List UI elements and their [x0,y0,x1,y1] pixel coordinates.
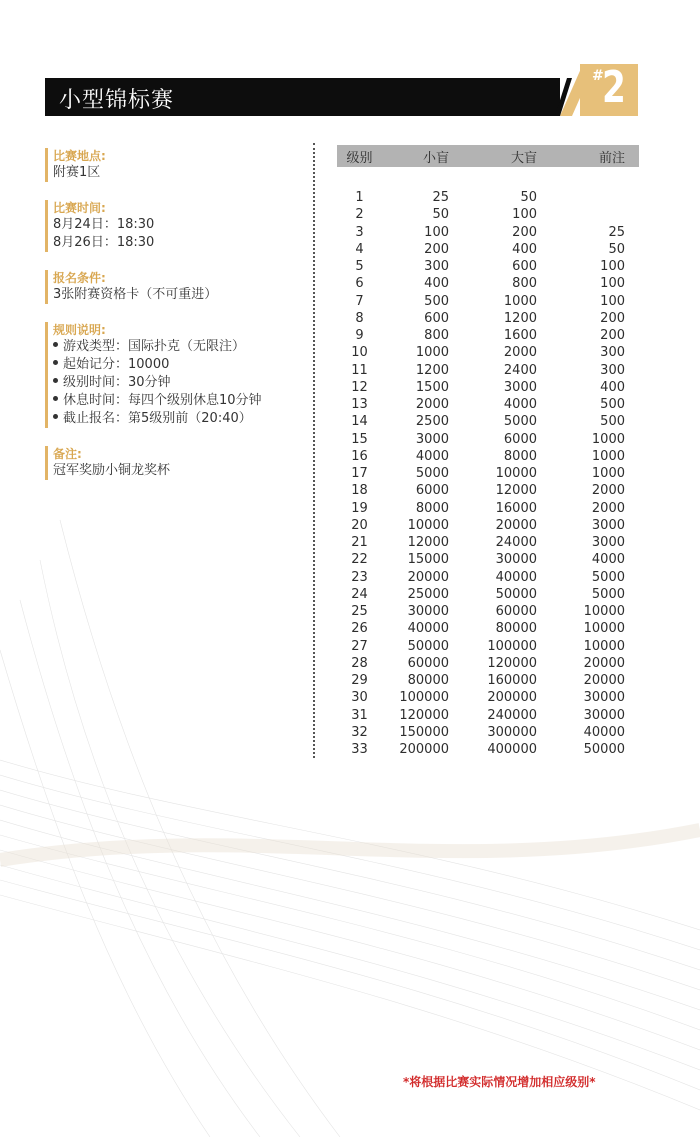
tournament-info-panel [45,148,305,498]
cell-level: 27 [351,638,368,654]
cell-big-blind: 2400 [503,362,537,378]
table-row [337,534,639,551]
cell-level: 10 [351,345,368,361]
cell-small-blind: 6000 [415,483,449,499]
time-line: 8月26日：18:30 [53,235,155,250]
cell-big-blind: 6000 [503,431,537,447]
bullet-dot-icon [53,342,58,347]
table-row [337,603,639,620]
table-row [337,500,639,517]
cell-ante: 500 [600,414,625,430]
cell-ante: 200 [600,328,625,344]
rules-label: 规则说明: [53,323,106,337]
cell-big-blind: 60000 [495,604,537,620]
rule-item [53,410,305,428]
location-value: 附赛1区 [53,165,101,180]
cell-small-blind: 1500 [415,379,449,395]
cell-big-blind: 8000 [503,448,537,464]
cell-small-blind: 300 [424,259,449,275]
cell-level: 5 [355,259,364,275]
cell-small-blind: 4000 [415,448,449,464]
table-row [337,413,639,430]
cell-level: 25 [351,604,368,620]
entry-label: 报名条件: [53,271,106,285]
cell-ante: 2000 [591,500,625,516]
cell-level: 17 [351,466,368,482]
cell-ante: 1000 [591,448,625,464]
table-row [337,396,639,413]
cell-big-blind: 1200 [503,310,537,326]
table-row [337,189,639,206]
table-row [337,310,639,327]
cell-big-blind: 800 [512,276,537,292]
cell-level: 4 [355,241,364,257]
cell-big-blind: 50000 [495,586,537,602]
cell-level: 28 [351,655,368,671]
cell-ante: 30000 [583,707,625,723]
table-row [337,517,639,534]
cell-big-blind: 16000 [495,500,537,516]
table-row [337,465,639,482]
badge-hash: # [592,68,604,84]
page-title: 小型锦标赛 [59,88,175,113]
cell-ante: 20000 [583,655,625,671]
cell-level: 16 [351,448,368,464]
cell-small-blind: 800 [424,328,449,344]
time-label: 比赛时间: [53,201,106,215]
cell-level: 8 [355,310,364,326]
table-row [337,482,639,499]
cell-level: 21 [351,535,368,551]
table-header-row [337,145,639,167]
bullet-dot-icon [53,378,58,383]
table-row [337,327,639,344]
rule-text: 起始记分：10000 [63,357,170,372]
cell-big-blind: 80000 [495,621,537,637]
cell-level: 32 [351,724,368,740]
cell-big-blind: 5000 [503,414,537,430]
table-row [337,344,639,361]
header-level: 级别 [346,150,373,166]
cell-big-blind: 1000 [503,293,537,309]
header-small-blind: 小盲 [422,150,449,166]
cell-level: 9 [355,328,364,344]
header-big-blind: 大盲 [510,150,537,166]
cell-ante: 1000 [591,431,625,447]
bullet-dot-icon [53,360,58,365]
cell-big-blind: 100000 [487,638,537,654]
table-row [337,586,639,603]
table-row [337,638,639,655]
table-body [337,189,639,758]
cell-small-blind: 200000 [399,742,449,758]
entry-value: 3张附赛资格卡（不可重进） [53,287,218,302]
cell-small-blind: 20000 [407,569,449,585]
cell-ante: 3000 [591,517,625,533]
table-row [337,224,639,241]
cell-level: 6 [355,276,364,292]
cell-small-blind: 1000 [415,345,449,361]
cell-level: 26 [351,621,368,637]
cell-big-blind: 50 [520,190,537,206]
rule-text: 休息时间：每四个级别休息10分钟 [63,393,262,408]
cell-ante: 30000 [583,690,625,706]
cell-big-blind: 200000 [487,690,537,706]
table-row [337,431,639,448]
cell-level: 15 [351,431,368,447]
cell-level: 13 [351,397,368,413]
cell-ante: 400 [600,379,625,395]
table-row [337,672,639,689]
table-row [337,707,639,724]
cell-level: 20 [351,517,368,533]
cell-big-blind: 2000 [503,345,537,361]
cell-small-blind: 25000 [407,586,449,602]
cell-ante: 500 [600,397,625,413]
cell-small-blind: 40000 [407,621,449,637]
cell-small-blind: 80000 [407,673,449,689]
cell-level: 7 [355,293,364,309]
cell-small-blind: 12000 [407,535,449,551]
cell-ante: 100 [600,259,625,275]
cell-small-blind: 3000 [415,431,449,447]
rule-item [53,374,305,392]
cell-small-blind: 600 [424,310,449,326]
table-row [337,241,639,258]
notes-value: 冠军奖励小铜龙奖杯 [53,463,171,478]
table-row [337,275,639,292]
cell-big-blind: 100 [512,207,537,223]
cell-ante: 100 [600,293,625,309]
table-row [337,741,639,758]
cell-level: 23 [351,569,368,585]
cell-big-blind: 20000 [495,517,537,533]
cell-big-blind: 4000 [503,397,537,413]
cell-ante: 300 [600,362,625,378]
cell-small-blind: 100000 [399,690,449,706]
badge-number: 2 [602,62,626,113]
cell-ante: 5000 [591,569,625,585]
cell-small-blind: 30000 [407,604,449,620]
cell-level: 11 [351,362,368,378]
cell-small-blind: 50000 [407,638,449,654]
notes-section [45,446,305,480]
cell-small-blind: 8000 [415,500,449,516]
cell-big-blind: 600 [512,259,537,275]
cell-level: 1 [355,190,364,206]
cell-level: 24 [351,586,368,602]
cell-big-blind: 24000 [495,535,537,551]
location-label: 比赛地点: [53,149,106,163]
table-row [337,724,639,741]
cell-big-blind: 3000 [503,379,537,395]
cell-big-blind: 400000 [487,742,537,758]
cell-small-blind: 120000 [399,707,449,723]
cell-big-blind: 400 [512,241,537,257]
cell-small-blind: 2000 [415,397,449,413]
cell-ante: 300 [600,345,625,361]
cell-small-blind: 150000 [399,724,449,740]
cell-ante: 10000 [583,621,625,637]
cell-small-blind: 2500 [415,414,449,430]
rule-text: 级别时间：30分钟 [63,375,171,390]
cell-level: 31 [351,707,368,723]
cell-small-blind: 1200 [415,362,449,378]
rule-item [53,338,305,356]
table-row [337,379,639,396]
cell-small-blind: 15000 [407,552,449,568]
cell-level: 14 [351,414,368,430]
cell-small-blind: 50 [432,207,449,223]
cell-level: 29 [351,673,368,689]
cell-ante: 1000 [591,466,625,482]
location-section [45,148,305,182]
cell-level: 22 [351,552,368,568]
table-row [337,569,639,586]
table-row [337,293,639,310]
cell-big-blind: 10000 [495,466,537,482]
entry-section [45,270,305,304]
footnote: *将根据比赛实际情况增加相应级别* [403,1075,596,1089]
rules-section [45,322,305,428]
cell-ante: 50 [608,241,625,257]
cell-small-blind: 200 [424,241,449,257]
table-row [337,689,639,706]
cell-level: 3 [355,224,364,240]
table-row [337,551,639,568]
cell-level: 12 [351,379,368,395]
tournament-number-badge [580,64,638,116]
dotted-divider [313,143,315,758]
table-row [337,206,639,223]
table-row [337,362,639,379]
cell-small-blind: 25 [432,190,449,206]
cell-big-blind: 12000 [495,483,537,499]
header-ante: 前注 [598,150,625,166]
cell-small-blind: 500 [424,293,449,309]
cell-ante: 100 [600,276,625,292]
title-bar [45,78,560,116]
rule-item [53,356,305,374]
cell-big-blind: 200 [512,224,537,240]
cell-ante: 10000 [583,604,625,620]
cell-big-blind: 240000 [487,707,537,723]
cell-ante: 4000 [591,552,625,568]
cell-level: 33 [351,742,368,758]
cell-ante: 3000 [591,535,625,551]
time-line: 8月24日：18:30 [53,217,155,232]
cell-ante: 5000 [591,586,625,602]
cell-big-blind: 300000 [487,724,537,740]
cell-small-blind: 60000 [407,655,449,671]
bullet-dot-icon [53,414,58,419]
cell-big-blind: 40000 [495,569,537,585]
table-row [337,655,639,672]
cell-small-blind: 5000 [415,466,449,482]
cell-level: 19 [351,500,368,516]
cell-big-blind: 160000 [487,673,537,689]
cell-ante: 40000 [583,724,625,740]
cell-small-blind: 400 [424,276,449,292]
blind-structure-table [337,145,639,758]
cell-level: 2 [355,207,364,223]
table-row [337,620,639,637]
cell-small-blind: 10000 [407,517,449,533]
cell-big-blind: 1600 [503,328,537,344]
cell-big-blind: 30000 [495,552,537,568]
table-row [337,448,639,465]
rule-item [53,392,305,410]
cell-ante: 200 [600,310,625,326]
cell-big-blind: 120000 [487,655,537,671]
rule-text: 游戏类型：国际扑克（无限注） [63,339,246,354]
notes-label: 备注: [53,447,82,461]
cell-ante: 25 [608,224,625,240]
bullet-dot-icon [53,396,58,401]
cell-ante: 20000 [583,673,625,689]
cell-ante: 10000 [583,638,625,654]
cell-level: 30 [351,690,368,706]
cell-ante: 2000 [591,483,625,499]
rule-text: 截止报名：第5级别前（20:40） [63,411,252,426]
table-row [337,258,639,275]
cell-small-blind: 100 [424,224,449,240]
cell-level: 18 [351,483,368,499]
cell-ante: 50000 [583,742,625,758]
time-section [45,200,305,252]
